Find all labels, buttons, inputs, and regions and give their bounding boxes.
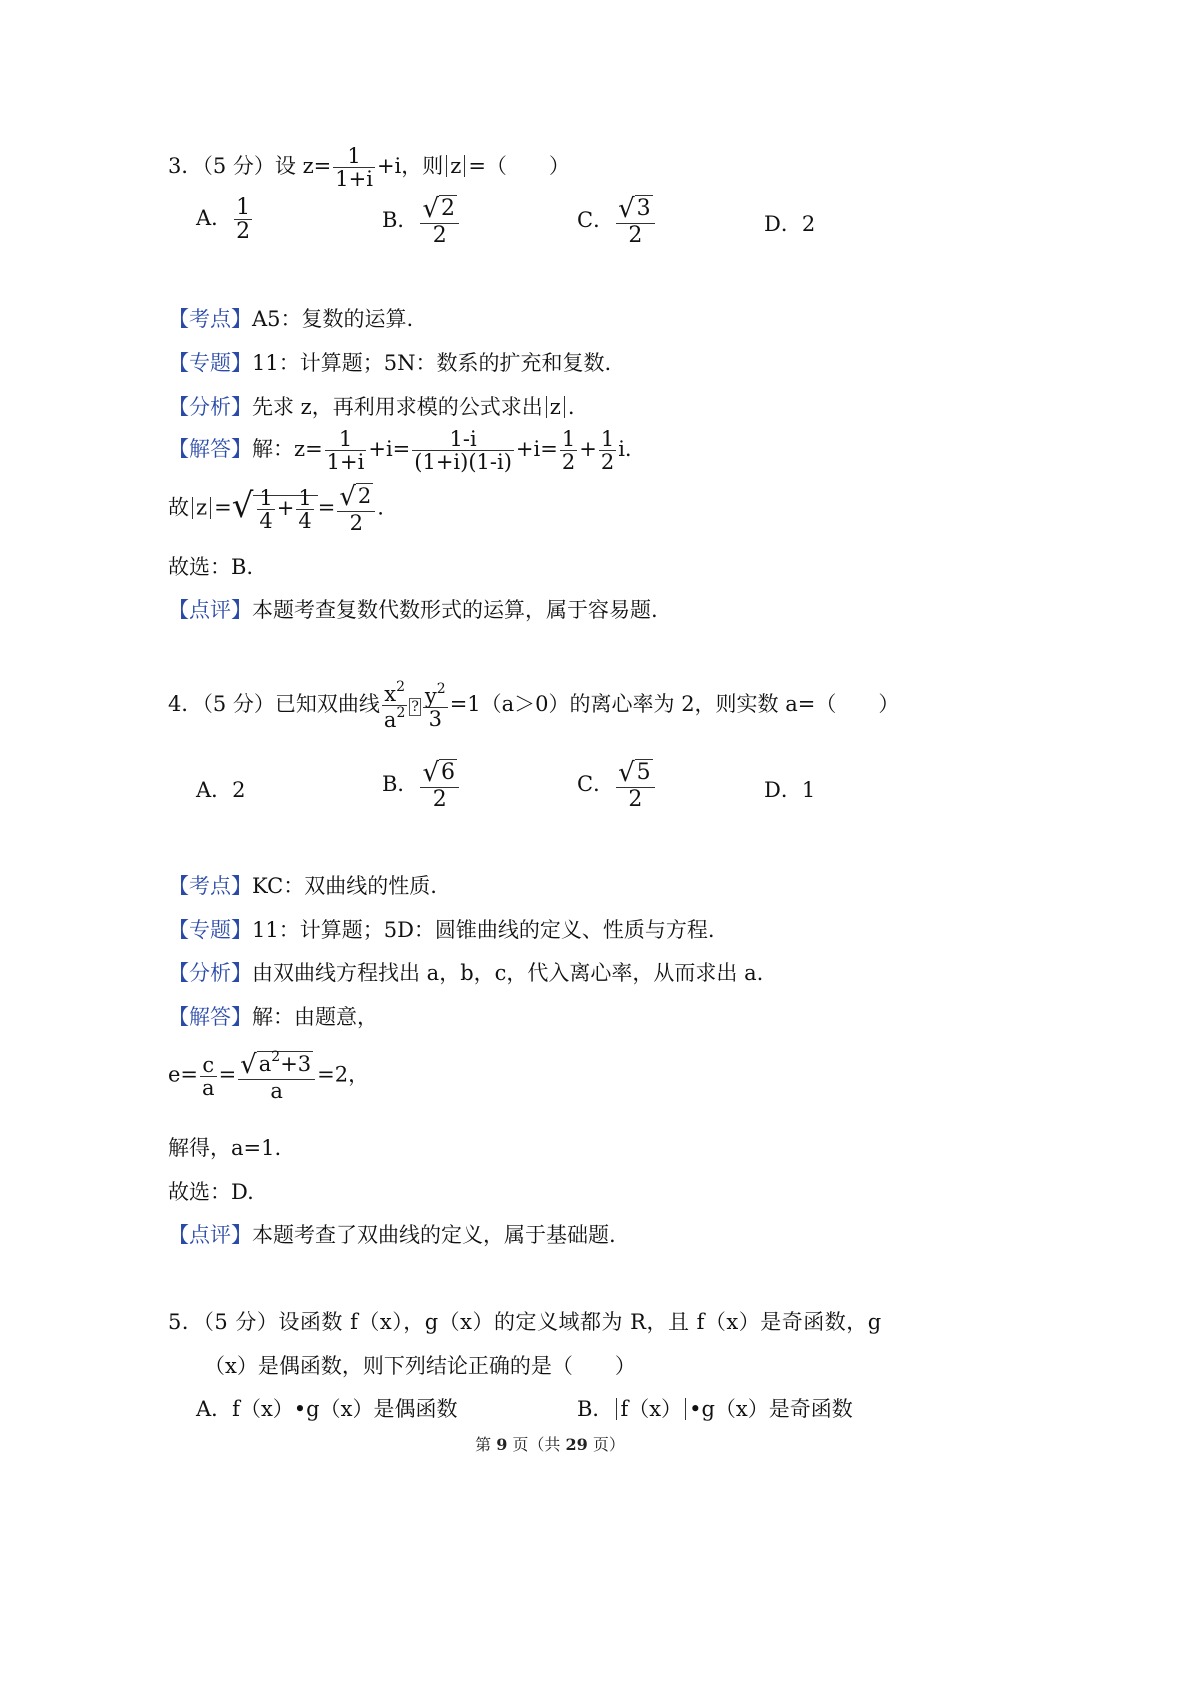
q5-line2: （x）是偶函数，则下列结论正确的是（ ） xyxy=(204,1354,636,1378)
q3-zhuanti xyxy=(168,347,611,377)
gu-f2-den: 4 xyxy=(298,508,312,533)
jieda-tag: 【解答】 xyxy=(168,1005,252,1029)
q3-eq: =（ ） xyxy=(468,154,570,179)
gu-end: . xyxy=(377,495,384,520)
q3-frac-den: 1+i xyxy=(335,167,373,192)
zhuanti-tag: 【专题】 xyxy=(168,918,252,942)
q3-option-b: B． $\frac{√2}{2}$ xyxy=(382,196,461,247)
kaodian-tag: 【考点】 xyxy=(168,307,252,331)
q4-jiede: 解得，a=1. xyxy=(168,1136,282,1160)
q3-fenxi xyxy=(168,391,575,421)
option-b-text: •g（x）是奇函数 xyxy=(689,1397,853,1421)
j-f1-den: 1+i xyxy=(326,450,365,475)
fenxi-text: 先求 z，再利用求模的公式求出 xyxy=(252,395,543,419)
q3-option-d xyxy=(764,208,815,238)
zhuanti-text: 11：计算题；5N：数系的扩充和复数. xyxy=(252,351,612,375)
option-c-den: 2 xyxy=(616,787,655,811)
j-f3-den: 2 xyxy=(561,450,576,475)
j-mid1: +i= xyxy=(368,437,411,462)
option-a-text: f（x）•g（x）是偶函数 xyxy=(232,1397,458,1421)
j-f3-num: 1 xyxy=(561,427,576,451)
fenxi-text: 由双曲线方程找出 a，b，c，代入离心率，从而求出 a. xyxy=(252,961,764,985)
q5-line1-text: （5 分）设函数 f（x），g（x）的定义域都为 R，且 f（x）是奇函数，g xyxy=(203,1310,882,1334)
q4-x: x xyxy=(384,682,397,706)
j-plus: + xyxy=(579,437,597,462)
option-d-label: D． xyxy=(764,212,802,236)
option-b-den: 2 xyxy=(420,787,459,811)
gu-rad: 2 xyxy=(357,484,372,508)
j-f4-den: 2 xyxy=(600,450,615,475)
q4-y: y xyxy=(424,683,437,708)
j-f1-num: 1 xyxy=(338,427,353,451)
q5-option-b xyxy=(577,1393,853,1423)
q4-option-b: B． $\frac{√6}{2}$ xyxy=(382,760,461,811)
page-total: 29 xyxy=(565,1435,588,1454)
gu-f1-den: 4 xyxy=(259,508,273,533)
q4-zhuanti xyxy=(168,914,715,944)
q3-fraction xyxy=(333,145,375,190)
q4-guxuan: 故选：D. xyxy=(168,1180,254,1204)
q4-a-sup: 2 xyxy=(396,705,406,722)
option-c-rad: 3 xyxy=(636,196,651,221)
option-c-label: C． xyxy=(577,208,615,233)
e-a: a xyxy=(202,1075,215,1100)
dianping-text: 本题考查了双曲线的定义，属于基础题. xyxy=(252,1223,616,1247)
kaodian-tag: 【考点】 xyxy=(168,874,252,898)
q3-option-c: C． $\frac{√3}{2}$ xyxy=(577,196,657,247)
q5-number: 5． xyxy=(168,1310,204,1334)
e-eq: = xyxy=(218,1062,237,1087)
option-b-f: f（x） xyxy=(620,1397,683,1421)
e-rad-a: a xyxy=(258,1052,272,1076)
j-end: i. xyxy=(618,437,632,462)
dianping-text: 本题考查复数代数形式的运算，属于容易题. xyxy=(252,598,658,622)
q4-a: a xyxy=(383,708,397,733)
fenxi-tag: 【分析】 xyxy=(168,961,252,985)
q3-dianping xyxy=(168,594,658,624)
q4-option-d xyxy=(764,774,815,804)
jieda-start: 解：z= xyxy=(252,437,323,462)
q3-option-a xyxy=(196,196,254,243)
gu-eq: = xyxy=(214,495,232,520)
page-number: 9 xyxy=(496,1435,508,1454)
option-d-value: 1 xyxy=(801,778,816,802)
gu-rad-den: 2 xyxy=(337,511,375,534)
gu-start: 故 xyxy=(168,495,189,520)
option-d-value: 2 xyxy=(801,212,816,236)
e-start: e= xyxy=(168,1062,199,1087)
option-b-label: B． xyxy=(382,772,419,797)
option-b-label: B． xyxy=(382,208,419,233)
q4-y-sup: 2 xyxy=(436,680,446,697)
j-mid2: +i= xyxy=(515,437,558,462)
q4-jieda xyxy=(168,1001,378,1031)
kaodian-text: A5：复数的运算. xyxy=(252,307,414,331)
page-footer xyxy=(0,1432,1100,1455)
option-c-rad: 5 xyxy=(636,760,651,785)
e-rad-b: +3 xyxy=(280,1052,312,1076)
gu-eq2: = xyxy=(317,495,336,520)
dianping-tag: 【点评】 xyxy=(168,1223,252,1247)
q4-number: 4． xyxy=(168,692,203,717)
footer-c: 页） xyxy=(587,1435,625,1454)
q5-option-a xyxy=(196,1393,457,1423)
option-b-den: 2 xyxy=(420,223,459,247)
q3-abs-z: z xyxy=(450,154,462,179)
e-end: =2， xyxy=(317,1062,370,1087)
q3-jieda xyxy=(168,428,632,473)
q4-stem xyxy=(168,680,899,731)
j-f2-den: (1+i)(1-i) xyxy=(414,450,512,475)
j-f4-num: 1 xyxy=(600,427,615,451)
q3-guxuan: 故选：B. xyxy=(168,555,254,579)
footer-b: 页（共 xyxy=(507,1435,566,1454)
option-b-label: B． xyxy=(577,1397,614,1421)
option-a-label: A． xyxy=(196,206,233,231)
e-rad-sup: 2 xyxy=(271,1049,281,1065)
q4-three: 3 xyxy=(423,707,448,730)
j-f2-num: 1-i xyxy=(449,427,477,451)
q3-gu: 故 z =√ $\frac{1}{4}$ + $\frac{1}{4}$ = $\frac{√2}{2}$ . xyxy=(168,482,384,536)
q4-dianping xyxy=(168,1219,616,1249)
jieda-tag: 【解答】 xyxy=(168,437,252,462)
q4-option-c: C． $\frac{√5}{2}$ xyxy=(577,760,657,811)
option-b-rad: 2 xyxy=(441,196,456,221)
gu-plus: + xyxy=(276,495,295,520)
fenxi-z: z xyxy=(549,395,561,419)
option-a-num: 1 xyxy=(236,195,251,220)
q4-option-a xyxy=(196,774,246,804)
zhuanti-text: 11：计算题；5D：圆锥曲线的定义、性质与方程. xyxy=(252,918,715,942)
fenxi-end: . xyxy=(567,395,575,419)
gu-z: z xyxy=(196,495,208,520)
option-a-label: A． xyxy=(196,778,233,802)
q3-score: （5 分）设 z= xyxy=(202,154,332,179)
option-a-label: A． xyxy=(196,1397,233,1421)
option-a-den: 2 xyxy=(236,219,251,245)
gu-f2-num: 1 xyxy=(298,485,312,510)
option-c-den: 2 xyxy=(616,223,655,247)
q3-number: 3． xyxy=(168,154,203,179)
option-b-rad: 6 xyxy=(441,760,456,785)
q3-tail: +i，则 xyxy=(376,154,444,179)
option-d-label: D． xyxy=(764,778,802,802)
fenxi-tag: 【分析】 xyxy=(168,395,252,419)
q4-kaodian xyxy=(168,870,437,900)
q4-e-formula: e= $\frac{c}{a}$ = $\frac{√a^2+3}{a}$ =2， xyxy=(168,1049,370,1104)
q4-fenxi xyxy=(168,957,763,987)
q3-stem xyxy=(168,145,570,190)
dianping-tag: 【点评】 xyxy=(168,598,252,622)
q4-minus-glyph: ? xyxy=(411,699,419,716)
q3-kaodian xyxy=(168,303,413,333)
zhuanti-tag: 【专题】 xyxy=(168,351,252,375)
q4-text-a: （5 分）已知双曲线 xyxy=(202,692,380,717)
footer-a: 第 xyxy=(475,1435,497,1454)
gu-f1-num: 1 xyxy=(259,485,273,510)
kaodian-text: KC：双曲线的性质. xyxy=(252,874,437,898)
jieda-text: 解：由题意， xyxy=(252,1005,378,1029)
q3-frac-num: 1 xyxy=(347,144,361,168)
q5-line1 xyxy=(168,1306,882,1336)
e-rad-den: a xyxy=(238,1079,315,1102)
option-c-label: C． xyxy=(577,772,615,797)
e-c: c xyxy=(202,1052,215,1077)
option-a-value: 2 xyxy=(232,778,246,802)
q4-text-b: =1（a＞0）的离心率为 2，则实数 a=（ ） xyxy=(449,692,900,717)
q4-x-sup: 2 xyxy=(396,679,406,695)
